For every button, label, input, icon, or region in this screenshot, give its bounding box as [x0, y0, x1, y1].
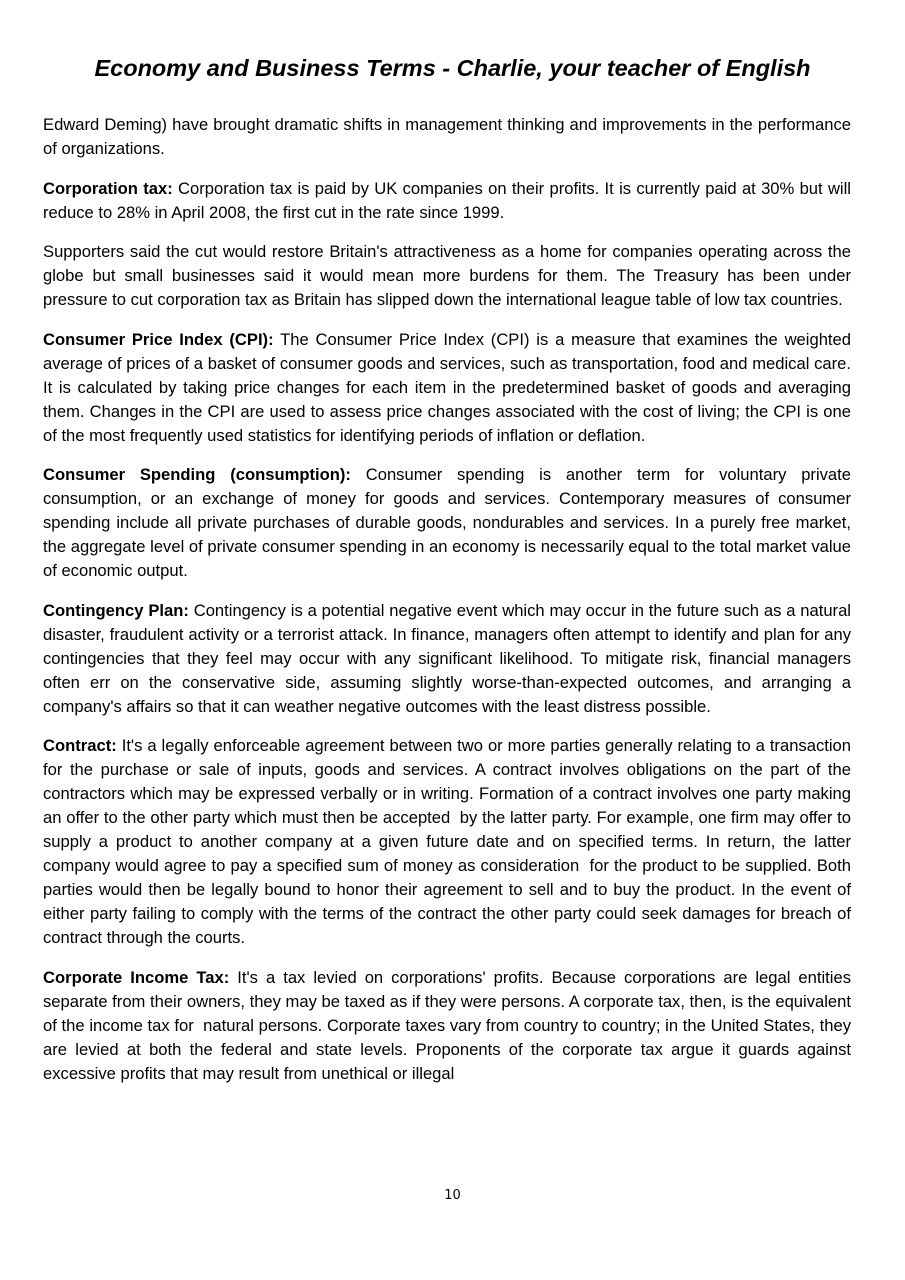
paragraph — [43, 966, 856, 1086]
paragraph-text: Contingency is a potential negative event which may occur in the future such as a natural disaster, fraudulent activity or a terrorist attack. In finance, managers often attempt to identify and plan for any contingencies that they feel may occur with any significant likelihood. To mitigate risk, financial managers often err on the conservative side, assuming slightly worse-than-expected outcomes, and arranging a company's affairs so that it can weather negative outcomes with the least distress possible. — [43, 600, 856, 716]
glossary-term: Corporation tax: — [43, 178, 173, 198]
paragraph-text: It's a tax levied on corporations' profits. Because corporations are legal entities separate from their owners, they may be taxed as if they were persons. A corporate tax, then, is the equivalent of the income tax for natural persons. Corporate taxes vary from country to country; in the United States, they are levied at both the federal and state levels. Proponents of the corporate tax argue it guards against excessive profits that may result from unethical or illegal — [43, 967, 856, 1083]
paragraph-text: Supporters said the cut would restore Britain's attractiveness as a home for companies operating across the globe but small businesses said it would mean more burdens for them. The Treasury has been under pressure to cut corporation tax as Britain has slipped down the international league table of low tax countries. — [43, 242, 856, 309]
paragraph — [43, 113, 856, 161]
paragraph — [43, 240, 856, 312]
glossary-term: Contract: — [43, 736, 117, 755]
paragraph — [43, 328, 856, 448]
page-number: 10 — [444, 1188, 461, 1203]
paragraph-text: Corporation tax is paid by UK companies on their profits. It is currently paid at 30% but will reduce to 28% in April 2008, the first cut in the rate since 1999. — [43, 178, 856, 222]
glossary-term: Corporate Income Tax: — [43, 967, 230, 987]
paragraph-text: Edward Deming) have brought dramatic shifts in management thinking and improvements in the performance of organizations. — [43, 115, 856, 158]
paragraph-text: It's a legally enforceable agreement between two or more parties generally relating to a transaction for the purchase or sale of inputs, goods and services. A contract involves obligations on the part of the contractors which may be expressed verbally or in writing. Formation of a contract involves one party making an offer to the other party which must then be accepted by the latter party. For example, one firm may offer to supply a product to another company at a given future date and on specified terms. In return, the latter company would agree to pay a specified sum of money as consideration for the product to be supplied. Both parties would then be legally bound to honor their agreement to sell and to buy the product. In the event of either party failing to comply with the terms of the contract the other party could seek damages for breach of contract through the courts. — [43, 736, 856, 947]
glossary-term: Contingency Plan: — [43, 600, 189, 620]
paragraph — [43, 177, 856, 225]
paragraph — [43, 599, 856, 719]
paragraph — [43, 463, 856, 583]
glossary-term: Consumer Price Index (CPI): — [43, 329, 274, 349]
paragraph-text: Consumer spending is another term for voluntary private consumption, or an exchange of money for goods and services. Contemporary measures of consumer spending include all private purchases of durable goods, nondurables and services. In a purely free market, the aggregate level of private consumer spending in an economy is necessarily equal to the total market value of economic output. — [43, 465, 856, 580]
paragraph — [43, 734, 856, 950]
document-body — [43, 113, 856, 1101]
paragraph-text: The Consumer Price Index (CPI) is a measure that examines the weighted average of prices of a basket of consumer goods and services, such as transportation, food and medical care. It is calculated by taking price changes for each item in the predetermined basket of goods and averaging them. Changes in the CPI are used to assess price changes associated with the cost of living; the CPI is one of the most frequently used statistics for identifying periods of inflation or deflation. — [43, 329, 856, 445]
page-title: Economy and Business Terms - Charlie, your teacher of English — [94, 55, 811, 81]
glossary-term: Consumer Spending (consumption): — [43, 465, 351, 484]
